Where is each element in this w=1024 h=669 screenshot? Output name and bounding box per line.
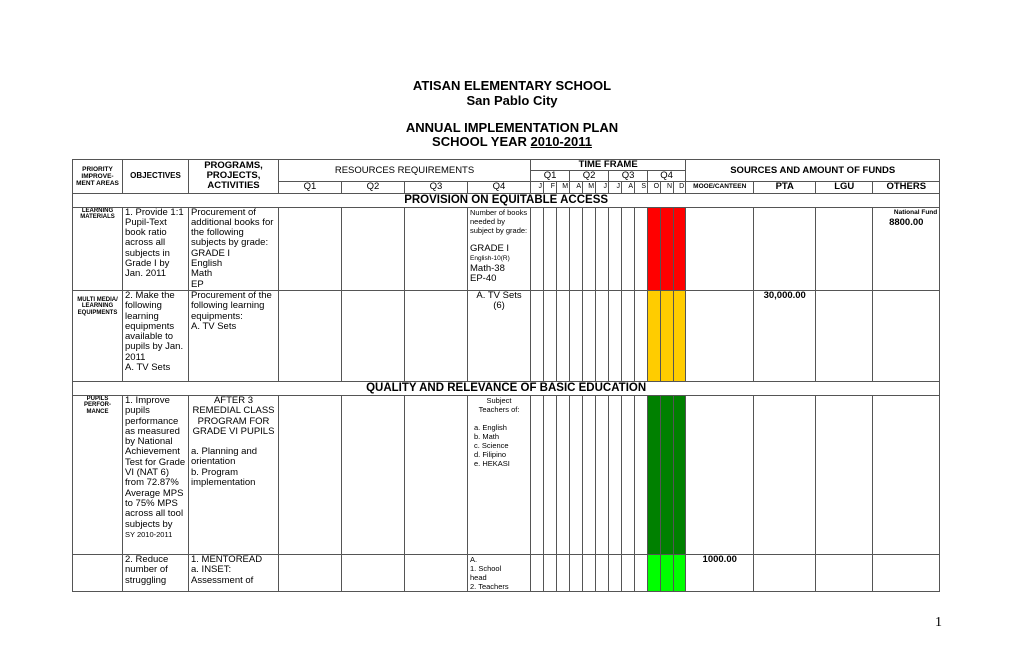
month-sep: S <box>635 182 648 193</box>
table-row <box>73 395 940 554</box>
section-title: QUALITY AND RELEVANCE OF BASIC EDUCATION <box>73 381 940 395</box>
header-programs: PROGRAMS, PROJECTS, ACTIVITIES <box>189 160 279 194</box>
resource-grade: GRADE I <box>470 242 510 254</box>
month-cell-filled <box>674 395 686 554</box>
month-cell-filled <box>661 395 674 554</box>
month-cell-filled <box>661 554 674 591</box>
resource-q2: Q2 <box>342 182 405 193</box>
month-may: M <box>583 182 596 193</box>
resource-q1: Q1 <box>279 182 342 193</box>
resource-note: Number of books needed by subject by grade: <box>470 207 528 235</box>
header-sources: SOURCES AND AMOUNT OF FUNDS <box>686 160 940 182</box>
header-priority: PRIORITY IMPROVE-MENT AREAS <box>73 160 123 194</box>
table-row <box>73 290 940 381</box>
resource-q4-cell: A. 1. School head 2. Teachers <box>468 554 531 591</box>
pta-cell: 30,000.00 <box>754 290 816 381</box>
program: 1. MENTOREAD a. INSET: Assessment of <box>189 554 279 591</box>
resource-q1-cell <box>279 207 342 290</box>
page-number: 1 <box>935 615 942 630</box>
priority-area: PUPILS PERFOR-MANCE <box>73 395 123 554</box>
month-feb: F <box>544 182 557 193</box>
school-year <box>0 134 1024 149</box>
others-cell <box>873 207 940 290</box>
resource-q3-cell <box>405 207 468 290</box>
others-label: National Fund <box>893 208 938 216</box>
month-nov: N <box>661 182 674 193</box>
resource-q4: Q4 <box>468 182 531 193</box>
month-apr: A <box>570 182 583 193</box>
program: Procurement of additional books for the following subjects by grade: GRADE I English Math EP <box>189 207 279 290</box>
objective: 1. Provide 1:1 Pupil-Text book ratio across all subjects in Grade I by Jan. 2011 <box>123 207 189 290</box>
priority-area: MULTI MEDIA/ LEARNING EQUIPMENTS <box>73 290 123 381</box>
header-lgu: LGU <box>816 182 873 193</box>
month-mar: M <box>557 182 570 193</box>
program-steps: a. Planning and orientation b. Program implementation <box>191 446 258 489</box>
table-row <box>73 207 940 290</box>
school-year-value: 2010-2011 <box>530 134 592 149</box>
month-cell-filled <box>674 290 686 381</box>
month-cell-filled <box>674 554 686 591</box>
time-q2: Q2 <box>570 171 609 182</box>
mooe-cell: 1000.00 <box>686 554 754 591</box>
header-mooe: MOOE/CANTEEN <box>686 182 754 193</box>
objective: 2. Reduce number of struggling <box>123 554 189 591</box>
resource-q3: Q3 <box>405 182 468 193</box>
priority-area: LEARNING MATERIALS <box>73 207 123 290</box>
month-cell-filled <box>648 395 661 554</box>
month-dec: D <box>674 182 686 193</box>
objective-text: 1. Improve pupils performance as measured by National Achievement Test for Grade VI (NAT 6) from 72.87% Average MPS to 75% MPS across all tool subjects by <box>125 395 186 530</box>
program <box>189 395 279 554</box>
priority-area <box>73 554 123 591</box>
resource-english: English-10(R) <box>470 254 510 262</box>
header-objectives: OBJECTIVES <box>123 160 189 194</box>
month-cell-filled <box>648 207 661 290</box>
header-resources: RESOURCES REQUIREMENTS <box>279 160 531 182</box>
section-title: PROVISION ON EQUITABLE ACCESS <box>73 193 940 207</box>
month-cell-filled <box>661 207 674 290</box>
table-row <box>73 554 940 591</box>
resource-q4-cell: A. TV Sets (6) <box>468 290 531 381</box>
time-q4: Q4 <box>648 171 686 182</box>
objective: 2. Make the following learning equipments available to pupils by Jan. 2011 A. TV Sets <box>123 290 189 381</box>
program-title: AFTER 3 REMEDIAL CLASS PROGRAM FOR GRADE VI PUPILS <box>192 395 275 437</box>
month-cell-filled <box>648 290 661 381</box>
city-name: San Pablo City <box>466 93 558 108</box>
month-oct: O <box>648 182 661 193</box>
objective-sy: SY 2010-2011 <box>125 529 173 539</box>
month-cell-filled <box>648 554 661 591</box>
mooe-cell <box>686 207 754 290</box>
pta-cell <box>754 207 816 290</box>
resource-q4-cell <box>468 207 531 290</box>
resource-list: a. English b. Math c. Science d. Filipino e. HEKASI <box>474 422 510 468</box>
lgu-cell <box>816 207 873 290</box>
implementation-plan-table <box>72 159 940 592</box>
school-year-label: SCHOOL YEAR <box>432 134 531 149</box>
resource-q2-cell <box>342 207 405 290</box>
plan-title: ANNUAL IMPLEMENTATION PLAN <box>405 120 619 135</box>
month-cell-filled <box>661 290 674 381</box>
month-cell-filled <box>674 207 686 290</box>
month-jan: J <box>531 182 544 193</box>
month-jun: J <box>596 182 609 193</box>
month-aug: A <box>622 182 635 193</box>
month-jul: J <box>609 182 622 193</box>
time-q3: Q3 <box>609 171 648 182</box>
objective <box>123 395 189 554</box>
program: Procurement of the following learning equipments: A. TV Sets <box>189 290 279 381</box>
header-pta: PTA <box>754 182 816 193</box>
school-name: ATISAN ELEMENTARY SCHOOL <box>412 78 612 93</box>
resource-items: Math-38 EP-40 <box>470 263 505 285</box>
header-others: OTHERS <box>873 182 940 193</box>
time-q1: Q1 <box>531 171 570 182</box>
header-time-frame: TIME FRAME <box>531 160 686 171</box>
resource-title: Subject Teachers of: <box>478 395 520 414</box>
resource-q4-cell <box>468 395 531 554</box>
others-value: 8800.00 <box>889 216 924 228</box>
